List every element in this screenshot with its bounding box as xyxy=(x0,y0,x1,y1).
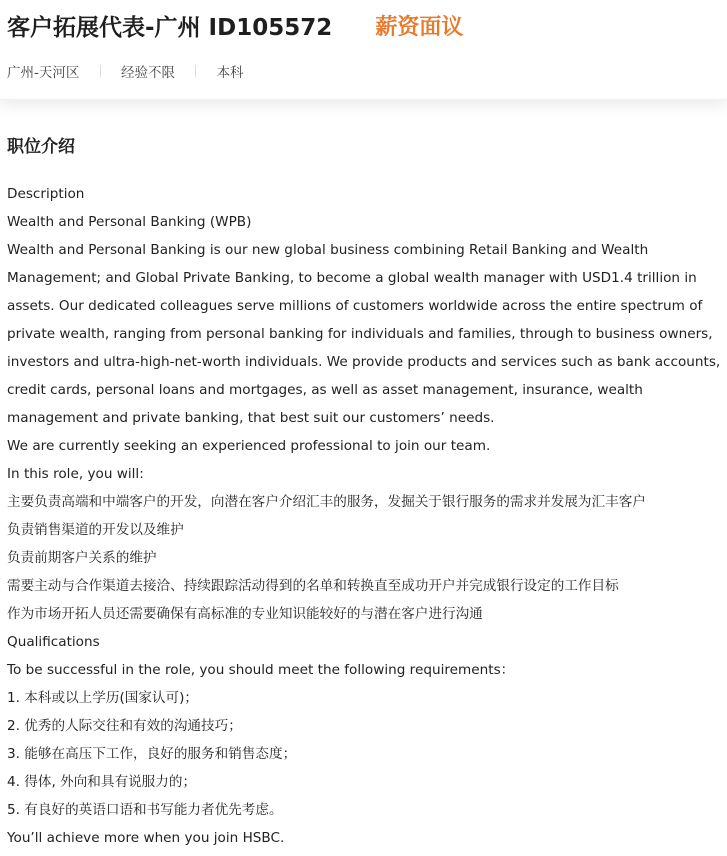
requirement-item: 3. 能够在高压下工作，良好的服务和销售态度； xyxy=(7,746,297,762)
job-header xyxy=(0,0,727,100)
requirement-item: 5. 有良好的英语口语和书写能力者优先考虑。 xyxy=(7,802,283,818)
job-meta xyxy=(7,61,244,81)
description-line: 负责销售渠道的开发以及维护 xyxy=(7,522,184,538)
description-line: 主要负责高端和中端客户的开发，向潜在客户介绍汇丰的服务，发掘关于银行服务的需求并发展为汇丰客户 xyxy=(7,494,646,510)
description-line: Wealth and Personal Banking (WPB) xyxy=(7,214,252,230)
description-line: 作为市场开拓人员还需要确保有高标准的专业知识能较好的与潜在客户进行沟通 xyxy=(7,606,483,622)
location-tag: 广州-天河区 xyxy=(7,65,80,81)
education-tag: 本科 xyxy=(216,65,244,81)
requirement-item: 2. 优秀的人际交往和有效的沟通技巧； xyxy=(7,718,242,734)
description-paragraph: Wealth and Personal Banking is our new global business combining Retail Banking and Wealth Management; and Global Private Banking, to become a global wealth manager with USD1.4 trillion in assets. Our dedicated colleagues serve millions of customers worldwide across the entire spectrum of private wealth, ranging from personal banking for individuals and families, through to business owners, investors and ultra-high-net-worth individuals. We provide products and services such as bank accounts, credit cards, personal loans and mortgages, as well as asset management, insurance, wealth management and private banking, that best suit our customers’ needs. xyxy=(7,242,721,426)
section-title: 职位介绍 xyxy=(7,137,75,157)
description-line: Qualifications xyxy=(7,634,100,650)
meta-divider xyxy=(100,65,101,77)
description-line: We are currently seeking an experienced professional to join our team. xyxy=(7,438,491,454)
description-line: In this role, you will: xyxy=(7,466,144,482)
requirement-item: 1. 本科或以上学历(国家认可)； xyxy=(7,690,199,706)
requirement-item: 4. 得体, 外向和具有说服力的； xyxy=(7,774,197,790)
description-line: 负责前期客户关系的维护 xyxy=(7,550,157,566)
job-title: 客户拓展代表-广州 ID105572 xyxy=(7,15,333,41)
description-line: Description xyxy=(7,186,85,202)
meta-divider xyxy=(195,65,196,77)
description-line: To be successful in the role, you should meet the following requirements： xyxy=(7,662,515,678)
description-line: 需要主动与合作渠道去接洽、持续跟踪活动得到的名单和转换直至成功开户并完成银行设定的工作目标 xyxy=(7,578,619,594)
salary-label: 薪资面议 xyxy=(375,15,464,40)
description-line: You’ll achieve more when you join HSBC. xyxy=(7,830,285,846)
title-row xyxy=(7,9,463,49)
job-description xyxy=(7,180,722,852)
experience-tag: 经验不限 xyxy=(120,65,175,81)
